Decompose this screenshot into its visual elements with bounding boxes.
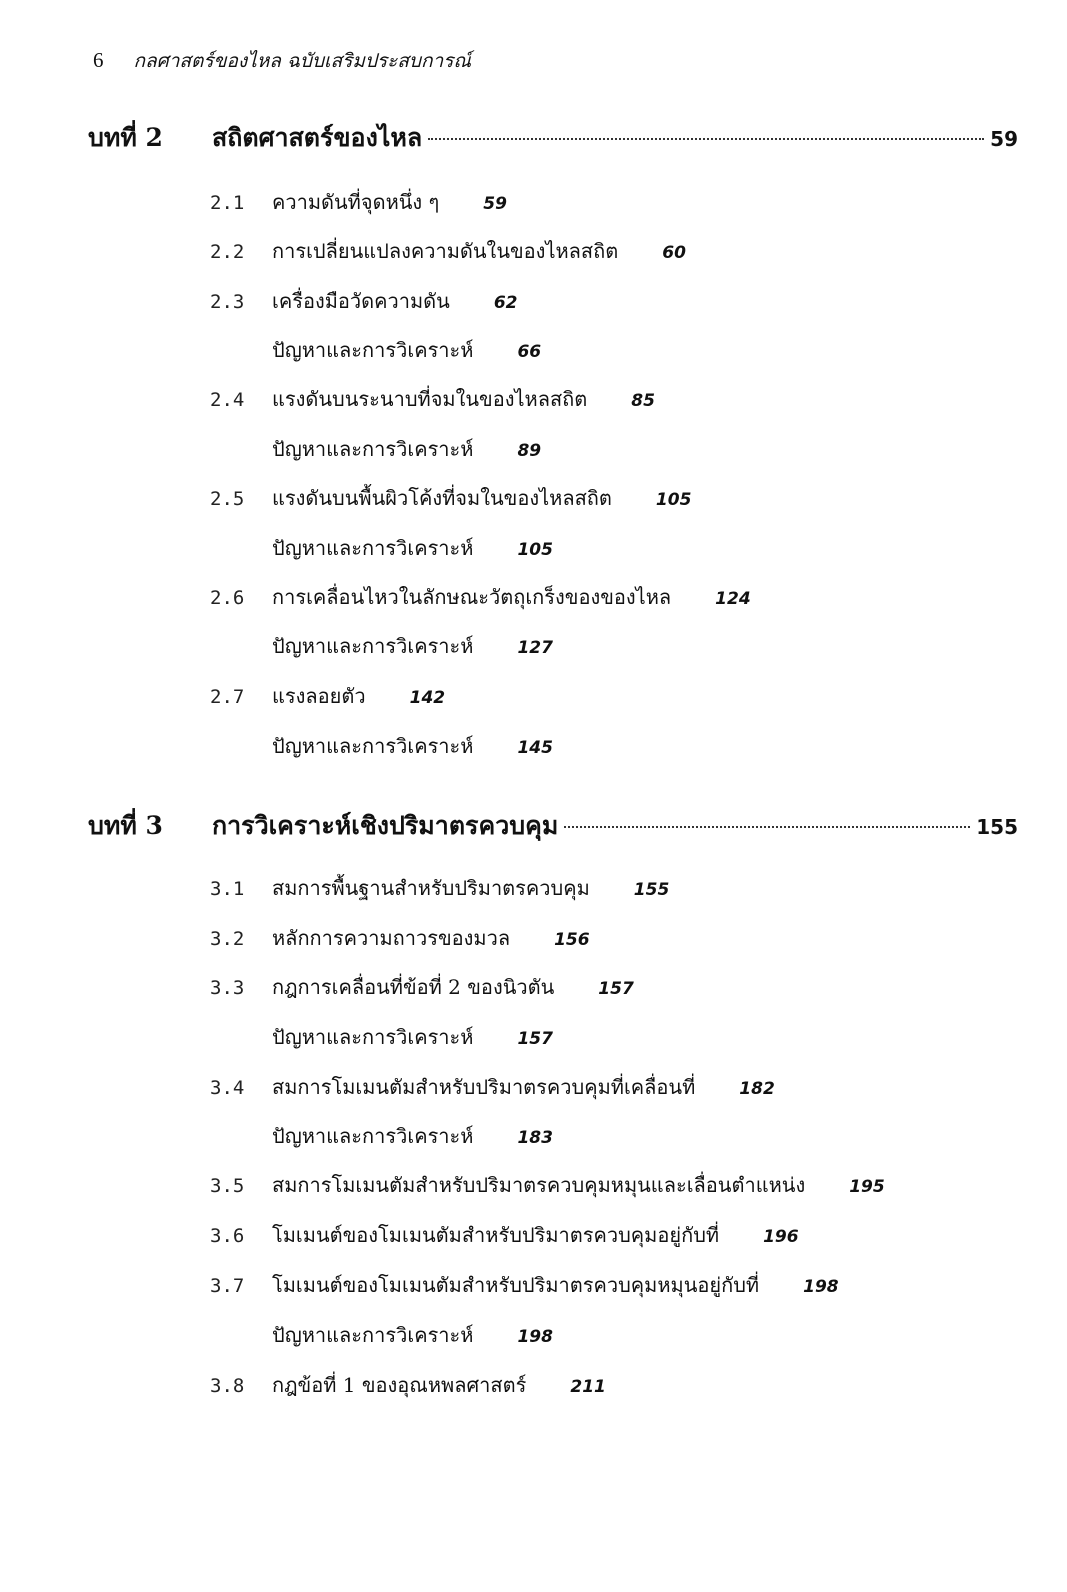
section-title: เครื่องมือวัดความดัน xyxy=(272,289,450,313)
page-number: 6 xyxy=(93,48,104,72)
section-title: ความดันที่จุดหนึ่ง ๆ xyxy=(272,190,440,214)
section-title: สมการพื้นฐานสำหรับปริมาตรควบคุม xyxy=(272,876,590,900)
toc-entry[interactable] xyxy=(210,383,655,415)
section-page: 62 xyxy=(493,293,518,313)
toc-entry[interactable] xyxy=(210,285,518,317)
section-title: สมการโมเมนตัมสำหรับปริมาตรควบคุมที่เคลื่อนที่ xyxy=(272,1075,696,1099)
chapter-page: 155 xyxy=(976,815,1018,839)
section-number: 2.7 xyxy=(210,686,245,708)
section-page: 196 xyxy=(763,1227,799,1247)
toc-entry[interactable] xyxy=(210,581,751,613)
section-page: 85 xyxy=(631,391,655,411)
toc-entry[interactable] xyxy=(210,1169,885,1201)
chapter-title: การวิเคราะห์เชิงปริมาตรควบคุม xyxy=(212,811,559,840)
toc-entry-problems[interactable] xyxy=(272,1021,553,1053)
toc-entry[interactable] xyxy=(210,872,669,904)
section-page: 105 xyxy=(517,540,553,560)
toc-entry[interactable] xyxy=(210,922,590,954)
section-page: 89 xyxy=(517,441,542,461)
chapter-label: บทที่ 2 xyxy=(88,123,163,152)
section-title: ปัญหาและการวิเคราะห์ xyxy=(272,338,474,362)
toc-entry-problems[interactable] xyxy=(272,334,541,366)
toc-entry[interactable] xyxy=(210,235,686,267)
section-page: 142 xyxy=(409,688,446,708)
section-title: แรงลอยตัว xyxy=(272,684,366,708)
section-title: กฎข้อที่ 1 ของอุณหพลศาสตร์ xyxy=(272,1373,527,1397)
section-number: 2.6 xyxy=(210,587,245,609)
section-number: 3.1 xyxy=(210,878,245,900)
chapter-2-heading[interactable] xyxy=(88,118,1018,158)
section-title: หลักการความถาวรของมวล xyxy=(272,926,511,950)
section-page: 66 xyxy=(517,342,542,362)
section-page: 211 xyxy=(570,1377,606,1397)
book-title: กลศาสตร์ของไหล ฉบับเสริมประสบการณ์ xyxy=(133,50,471,72)
section-number: 2.4 xyxy=(210,389,245,411)
section-page: 157 xyxy=(598,979,634,999)
chapter-3-heading[interactable] xyxy=(88,806,1018,846)
section-page: 157 xyxy=(517,1029,553,1049)
section-title: แรงดันบนระนาบที่จมในของไหลสถิต xyxy=(272,387,588,411)
toc-entry[interactable] xyxy=(210,1269,839,1301)
section-page: 195 xyxy=(849,1177,885,1197)
section-number: 3.8 xyxy=(210,1375,245,1397)
toc-entry[interactable] xyxy=(210,1369,606,1401)
section-number: 3.7 xyxy=(210,1275,245,1297)
section-page: 182 xyxy=(739,1079,775,1099)
section-page: 127 xyxy=(517,638,553,658)
chapter-title: สถิตศาสตร์ของไหล xyxy=(212,123,423,152)
toc-entry[interactable] xyxy=(210,1219,799,1251)
section-title: แรงดันบนพื้นผิวโค้งที่จมในของไหลสถิต xyxy=(272,486,612,510)
section-title: ปัญหาและการวิเคราะห์ xyxy=(272,734,474,758)
toc-entry-problems[interactable] xyxy=(272,630,553,662)
dot-leader xyxy=(428,138,984,140)
toc-entry-problems[interactable] xyxy=(272,532,553,564)
section-title: ปัญหาและการวิเคราะห์ xyxy=(272,536,474,560)
chapter-page: 59 xyxy=(990,127,1018,151)
section-number: 2.3 xyxy=(210,291,245,313)
section-number: 2.2 xyxy=(210,241,245,263)
running-header xyxy=(93,46,471,76)
toc-entry[interactable] xyxy=(210,680,445,712)
toc-entry-problems[interactable] xyxy=(272,730,553,762)
section-page: 124 xyxy=(715,589,751,609)
toc-entry-problems[interactable] xyxy=(272,1120,553,1152)
toc-entry[interactable] xyxy=(210,1071,775,1103)
section-title: ปัญหาและการวิเคราะห์ xyxy=(272,1124,474,1148)
section-page: 156 xyxy=(554,930,590,950)
section-page: 198 xyxy=(803,1277,839,1297)
section-title: ปัญหาและการวิเคราะห์ xyxy=(272,437,474,461)
section-title: การเคลื่อนไหวในลักษณะวัตถุเกร็งของของไหล xyxy=(272,585,672,609)
toc-entry[interactable] xyxy=(210,971,634,1003)
section-page: 198 xyxy=(517,1327,553,1347)
chapter-label: บทที่ 3 xyxy=(88,811,163,840)
section-number: 2.5 xyxy=(210,488,245,510)
section-number: 3.4 xyxy=(210,1077,245,1099)
section-title: สมการโมเมนตัมสำหรับปริมาตรควบคุมหมุนและเลื่อนตำแหน่ง xyxy=(272,1173,806,1197)
toc-entry[interactable] xyxy=(210,482,691,514)
section-page: 59 xyxy=(483,194,507,214)
section-number: 3.6 xyxy=(210,1225,245,1247)
section-number: 2.1 xyxy=(210,192,245,214)
section-title: โมเมนต์ของโมเมนตัมสำหรับปริมาตรควบคุมอยู่กับที่ xyxy=(272,1223,720,1247)
section-title: การเปลี่ยนแปลงความดันในของไหลสถิต xyxy=(272,239,619,263)
section-number: 3.5 xyxy=(210,1175,245,1197)
section-page: 60 xyxy=(662,243,686,263)
section-title: กฎการเคลื่อนที่ข้อที่ 2 ของนิวตัน xyxy=(272,975,555,999)
toc-entry-problems[interactable] xyxy=(272,1319,553,1351)
toc-entry[interactable] xyxy=(210,186,507,218)
section-page: 145 xyxy=(517,738,553,758)
section-number: 3.3 xyxy=(210,977,245,999)
section-page: 105 xyxy=(655,490,692,510)
section-number: 3.2 xyxy=(210,928,245,950)
section-title: ปัญหาและการวิเคราะห์ xyxy=(272,1025,474,1049)
section-title: ปัญหาและการวิเคราะห์ xyxy=(272,634,474,658)
dot-leader xyxy=(564,826,970,828)
toc-entry-problems[interactable] xyxy=(272,433,541,465)
section-page: 155 xyxy=(633,880,670,900)
section-title: โมเมนต์ของโมเมนตัมสำหรับปริมาตรควบคุมหมุนอยู่กับที่ xyxy=(272,1273,760,1297)
section-page: 183 xyxy=(517,1128,553,1148)
section-title: ปัญหาและการวิเคราะห์ xyxy=(272,1323,474,1347)
